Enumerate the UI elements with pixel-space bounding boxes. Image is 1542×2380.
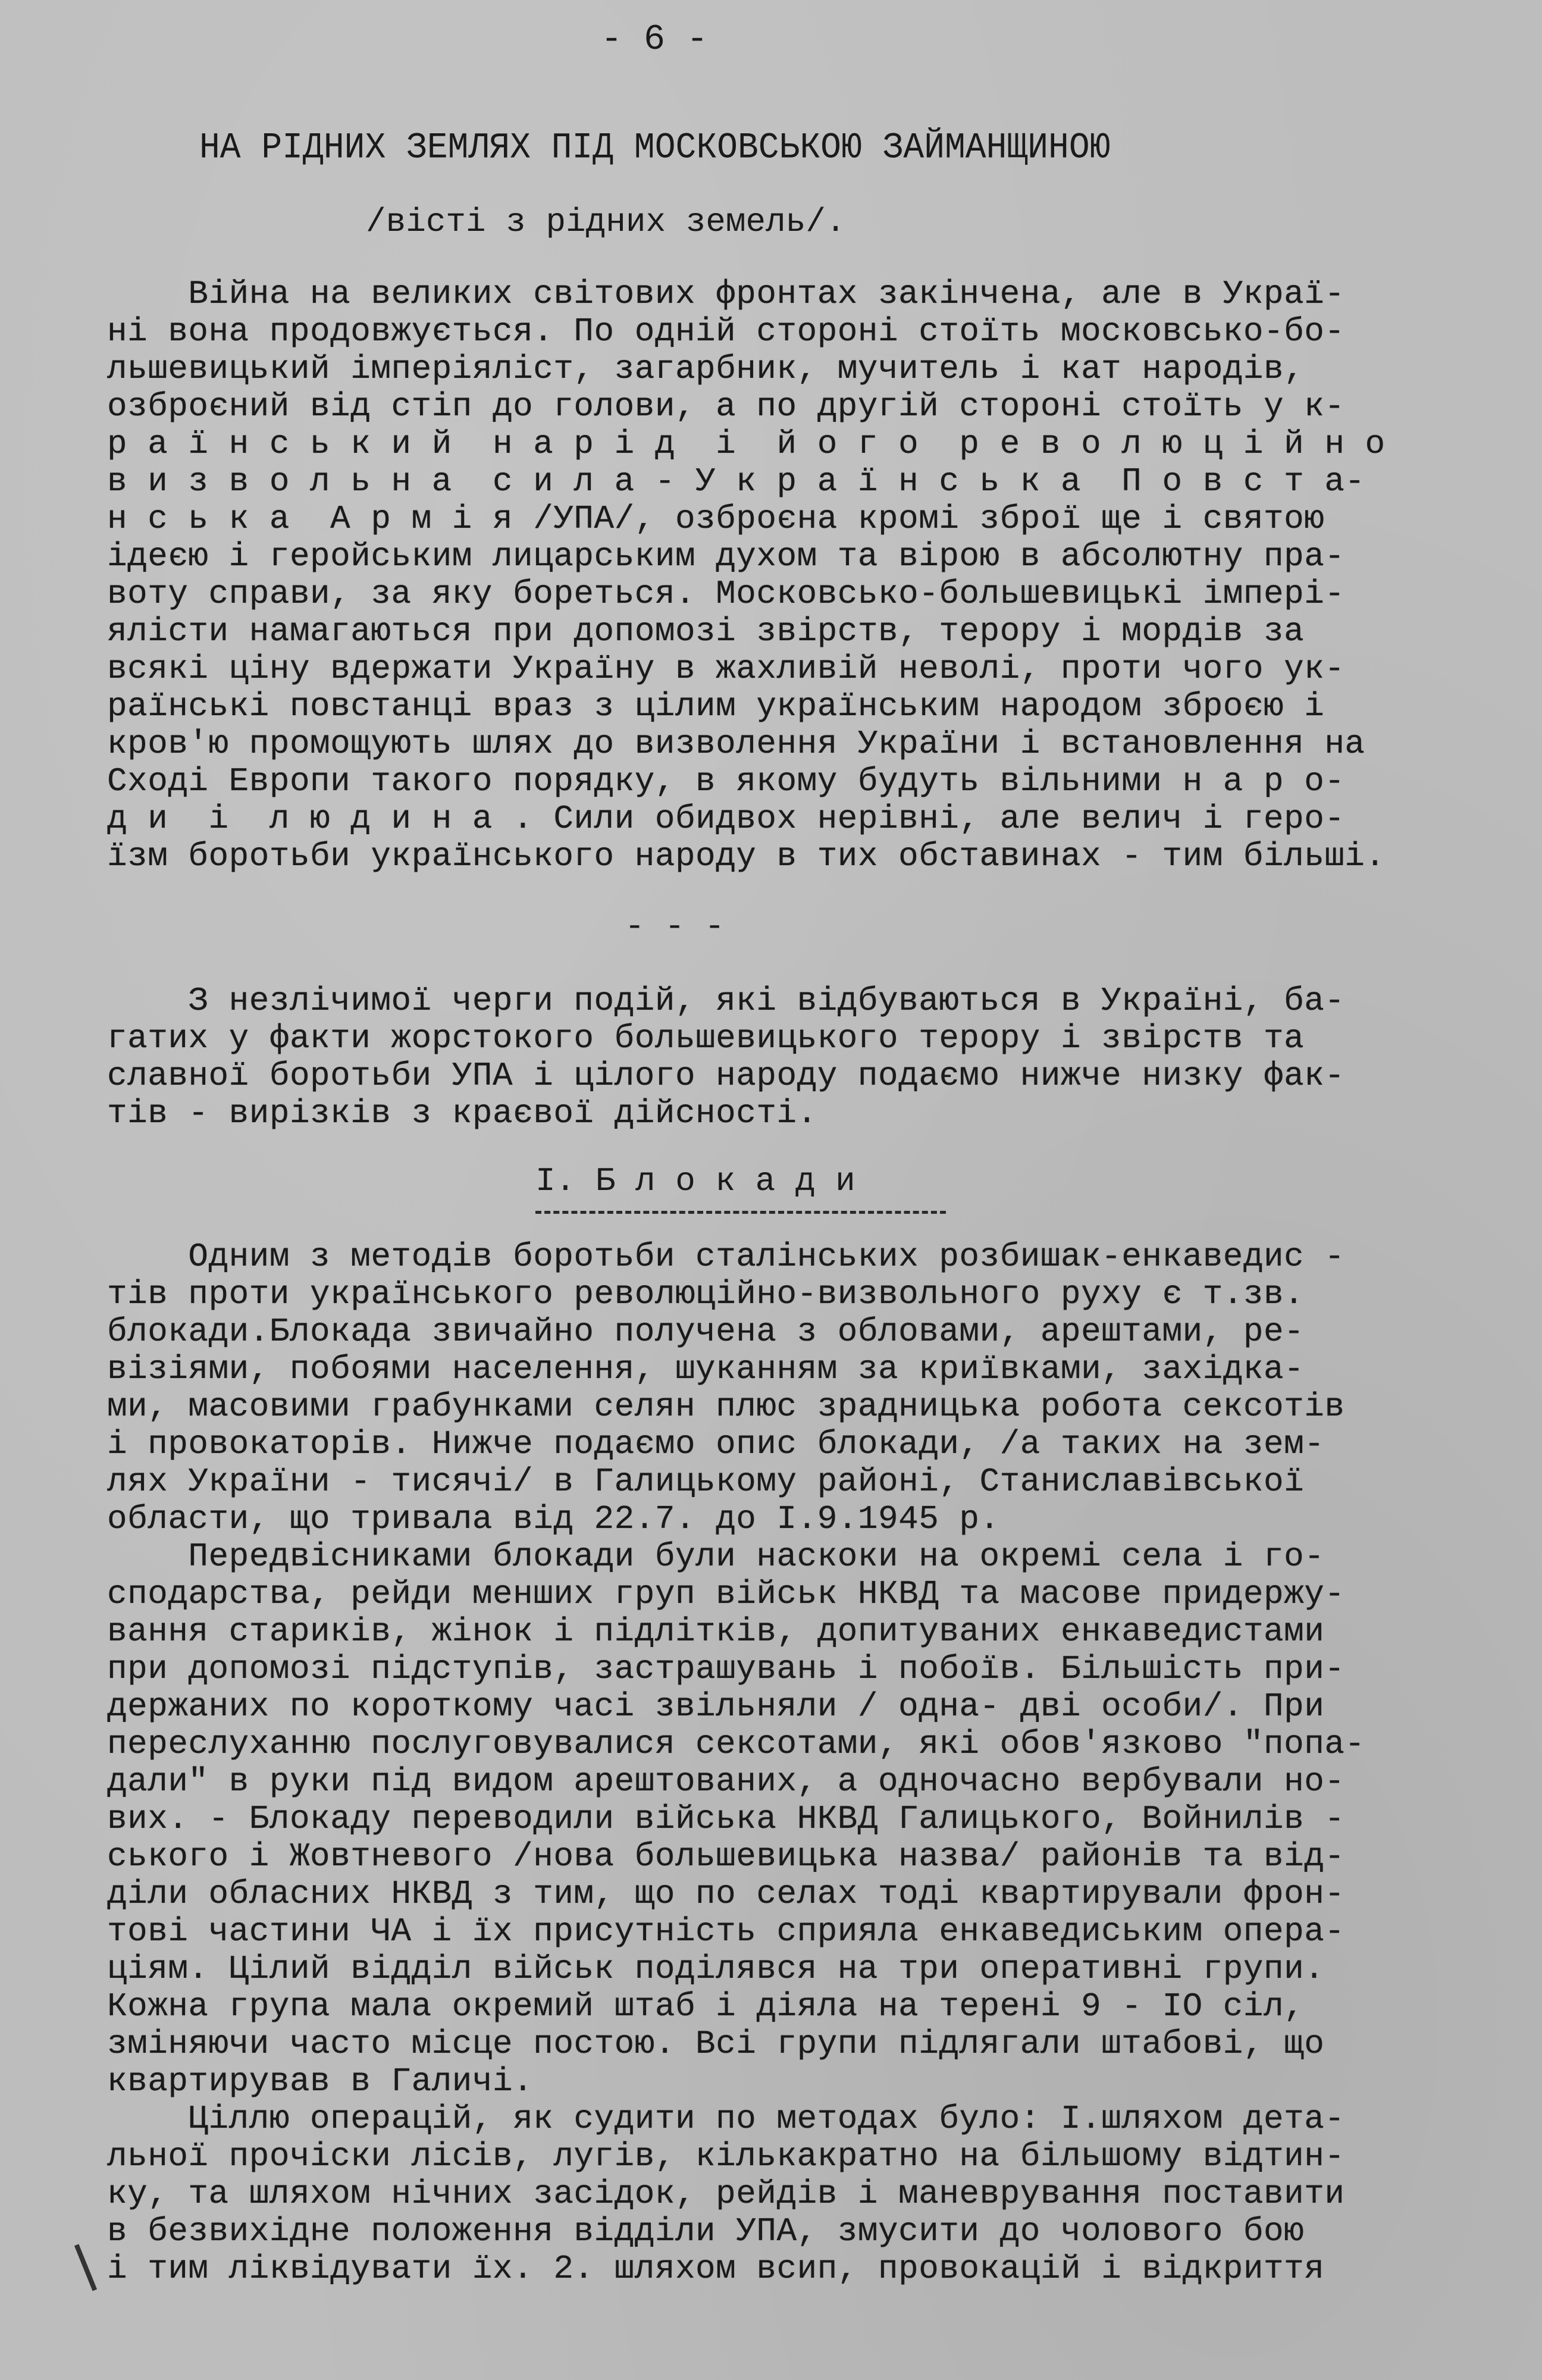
text-line: З незлічимої черги подій, які відбуваються в Україні, ба- bbox=[107, 982, 1345, 1020]
text-line: переслуханню послуговувалися сексотами, які обов'язково "попа- bbox=[107, 1725, 1365, 1763]
text-line: ми, масовими грабунками селян плюс зрадницька робота сексотів bbox=[107, 1388, 1345, 1426]
text-line: Сході Европи такого порядку, в якому будуть вільними н а р о- bbox=[107, 762, 1345, 800]
text-line: кров'ю промощують шлях до визволення України і встановлення на bbox=[107, 725, 1365, 763]
text-line: ціям. Цілий відділ військ поділявся на три оперативні групи. bbox=[107, 1950, 1325, 1988]
text-line: сподарства, рейди менших груп військ НКВД та масове придержу- bbox=[107, 1575, 1345, 1613]
text-line: ського і Жовтневого /нова большевицька назва/ районів та від- bbox=[107, 1837, 1345, 1875]
text-line: д и і л ю д и н а . Сили обидвох нерівні, але велич і геро- bbox=[107, 800, 1345, 838]
text-line: держаних по короткому часі звільняли / одна- дві особи/. При bbox=[107, 1687, 1325, 1726]
text-line: при допомозі підступів, застрашувань і побоїв. Більшість при- bbox=[107, 1650, 1345, 1688]
text-line: в безвихідне положення відділи УПА, змусити до чолового бою bbox=[107, 2212, 1305, 2250]
text-line: всякі ціну вдержати Україну в жахливій неволі, проти чого ук- bbox=[107, 650, 1345, 688]
text-line: і провокаторів. Нижче подаємо опис блокади, /а таких на зем- bbox=[107, 1425, 1325, 1463]
text-line: Ціллю операцій, як судити по методах було: I.шляхом дета- bbox=[107, 2100, 1345, 2138]
text-line: льної прочіски лісів, лугів, кількакратно на більшому відтин- bbox=[107, 2137, 1345, 2175]
text-line: льшевицький імперіяліст, загарбник, мучитель і кат народів, bbox=[107, 350, 1305, 388]
document-subtitle: /вісті з рідних земель/. bbox=[366, 203, 846, 241]
document-title: НА РІДНИХ ЗЕМЛЯХ ПІД МОСКОВСЬКОЮ ЗАЙМАНЩИНОЮ bbox=[199, 128, 1111, 169]
text-line: ялісти намагаються при допомозі звірств, терору і мордів за bbox=[107, 612, 1305, 650]
text-line: і тим ліквідувати їх. 2. шляхом всип, провокацій і відкриття bbox=[107, 2250, 1325, 2288]
text-line: ідеєю і геройським лицарським духом та вірою в абсолютну пра- bbox=[107, 537, 1345, 575]
text-line: ні вона продовжується. По одній стороні стоїть московсько-бо- bbox=[107, 312, 1345, 350]
text-line: квартирував в Галичі. bbox=[107, 2062, 534, 2100]
text-line: Передвісниками блокади були наскоки на окремі села і го- bbox=[107, 1537, 1325, 1576]
text-line: тів - вирізків з краєвої дійсності. bbox=[107, 1094, 817, 1132]
text-line: лях України - тисячі/ в Галицькому районі, Станиславівської bbox=[107, 1463, 1305, 1501]
text-line: вання стариків, жінок і підлітків, допитуваних енкаведистами bbox=[107, 1612, 1325, 1651]
text-line: діли обласних НКВД з тим, що по селах тоді квартирували фрон- bbox=[107, 1875, 1345, 1913]
section-separator: - - - bbox=[625, 907, 725, 945]
text-line: дали" в руки під видом арештованих, а одночасно вербували но- bbox=[107, 1762, 1345, 1800]
text-line: блокади.Блокада звичайно получена з обловами, арештами, ре- bbox=[107, 1313, 1305, 1351]
text-line: славної боротьби УПА і цілого народу подаємо нижче низку фак- bbox=[107, 1057, 1345, 1095]
page-number: - 6 - bbox=[601, 20, 709, 60]
text-line: їзм боротьби українського народу в тих обставинах - тим більші. bbox=[107, 837, 1386, 875]
text-line: озброєний від стіп до голови, а по другій стороні стоїть у к- bbox=[107, 387, 1345, 425]
heading-underline bbox=[535, 1211, 946, 1214]
margin-pen-mark bbox=[74, 2244, 97, 2291]
text-line: вих. - Блокаду переводили війська НКВД Галицького, Войнилів - bbox=[107, 1800, 1345, 1838]
text-line: Війна на великих світових фронтах закінчена, але в Украї- bbox=[107, 275, 1345, 313]
text-line: ку, та шляхом нічних засідок, рейдів і маневрування поставити bbox=[107, 2175, 1345, 2213]
text-line: Кожна група мала окремий штаб і діяла на терені 9 - IO сіл, bbox=[107, 1987, 1305, 2025]
text-line: зміняючи часто місце постою. Всі групи підлягали штабові, що bbox=[107, 2025, 1325, 2063]
text-line: р а ї н с ь к и й н а р і д і й о г о р е в о л ю ц і й н о bbox=[107, 425, 1386, 463]
text-line: тів проти українського революційно-визвольного руху є т.зв. bbox=[107, 1275, 1305, 1313]
text-line: Одним з методів боротьби сталінських розбишак-енкаведис - bbox=[107, 1238, 1345, 1276]
text-line: раїнські повстанці враз з цілим українським народом зброєю і bbox=[107, 687, 1325, 725]
text-line: в и з в о л ь н а с и л а - У к р а ї н с ь к а П о в с т а- bbox=[107, 462, 1365, 500]
text-line: области, що тривала від 22.7. до I.9.1945 р. bbox=[107, 1500, 1000, 1538]
text-line: воту справи, за яку бореться. Московсько-большевицькі імпері- bbox=[107, 575, 1345, 613]
text-line: н с ь к а А р м і я /УПА/, озброєна кромі зброї ще і святою bbox=[107, 500, 1325, 538]
text-line: тові частини ЧА і їх присутність сприяла енкаведиським опера- bbox=[107, 1912, 1345, 1950]
section-heading: I. Б л о к а д и bbox=[535, 1162, 855, 1200]
text-line: візіями, побоями населення, шуканням за криївками, західка- bbox=[107, 1350, 1305, 1388]
text-line: гатих у факти жорстокого большевицького терору і звірств та bbox=[107, 1019, 1305, 1057]
